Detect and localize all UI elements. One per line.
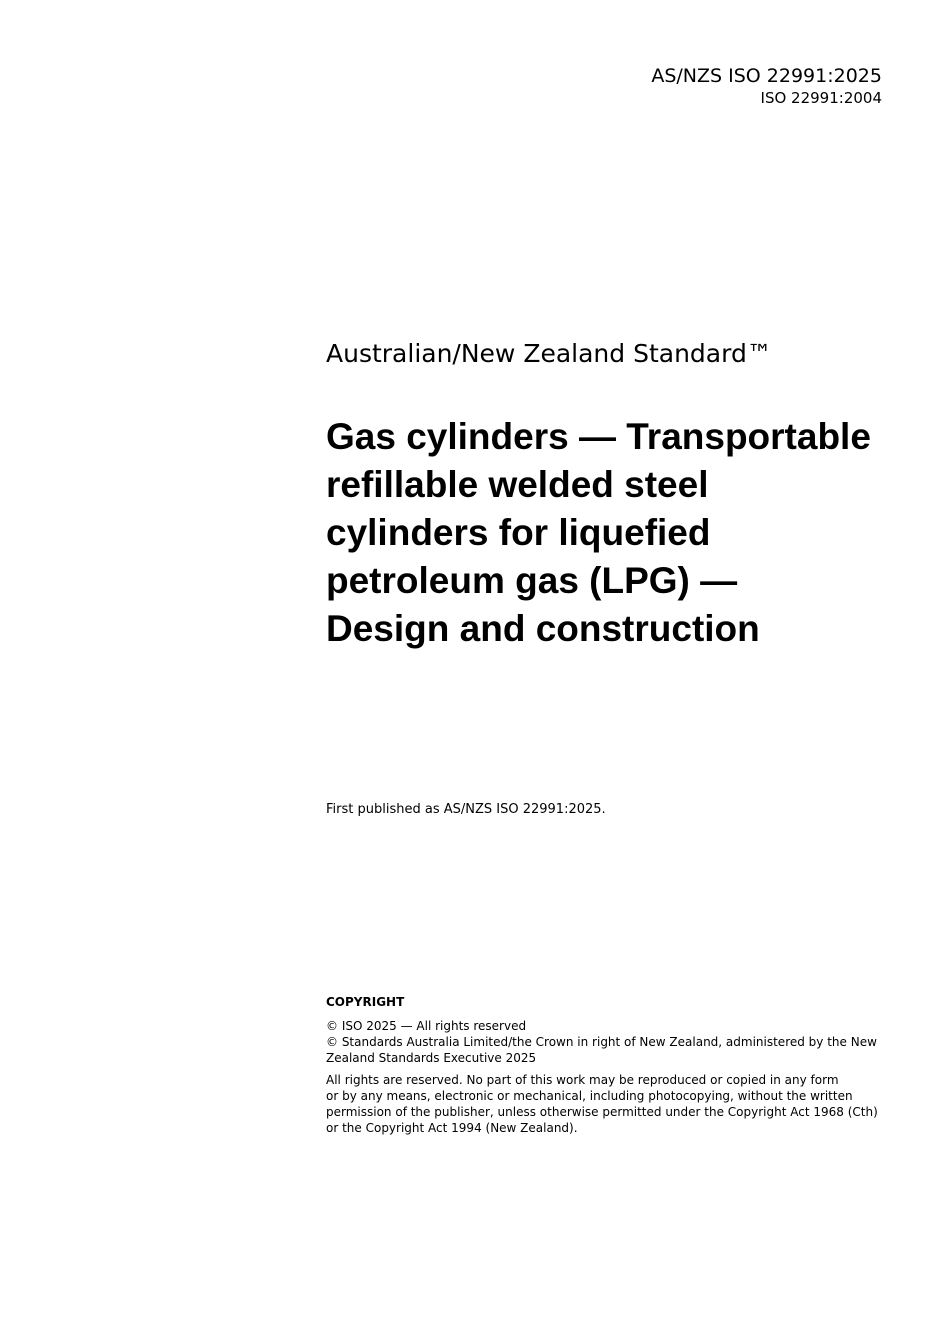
copyright-notice-line: © ISO 2025 — All rights reserved [326, 1019, 527, 1033]
title-line: cylinders for liquefied [326, 512, 711, 553]
standard-designation [651, 64, 882, 108]
title-line: refillable welded steel [326, 464, 709, 505]
title-line: petroleum gas (LPG) — [326, 560, 738, 601]
document-title [326, 413, 896, 653]
copyright-notice [326, 1018, 896, 1066]
iso-number: ISO 22991:2004 [760, 89, 882, 107]
copyright-notice-line: Zealand Standards Executive 2025 [326, 1051, 537, 1065]
rights-statement-line: All rights are reserved. No part of this work may be reproduced or copied in any form [326, 1073, 839, 1087]
rights-statement-line: or the Copyright Act 1994 (New Zealand). [326, 1121, 578, 1135]
standard-number: AS/NZS ISO 22991:2025 [651, 65, 882, 87]
copyright-section [326, 994, 896, 1142]
publication-note: First published as AS/NZS ISO 22991:2025. [326, 802, 606, 817]
title-line: Design and construction [326, 608, 760, 649]
rights-statement-line: permission of the publisher, unless otherwise permitted under the Copyright Act 1968 (Cth) [326, 1105, 878, 1119]
copyright-heading: COPYRIGHT [326, 995, 405, 1009]
rights-statement-line: or by any means, electronic or mechanical, including photocopying, without the written [326, 1089, 853, 1103]
standard-series: Australian/New Zealand Standard™ [326, 339, 772, 368]
rights-statement [326, 1072, 896, 1136]
copyright-notice-line: © Standards Australia Limited/the Crown in right of New Zealand, administered by the New [326, 1035, 877, 1049]
title-line: Gas cylinders — Transportable [326, 416, 871, 457]
